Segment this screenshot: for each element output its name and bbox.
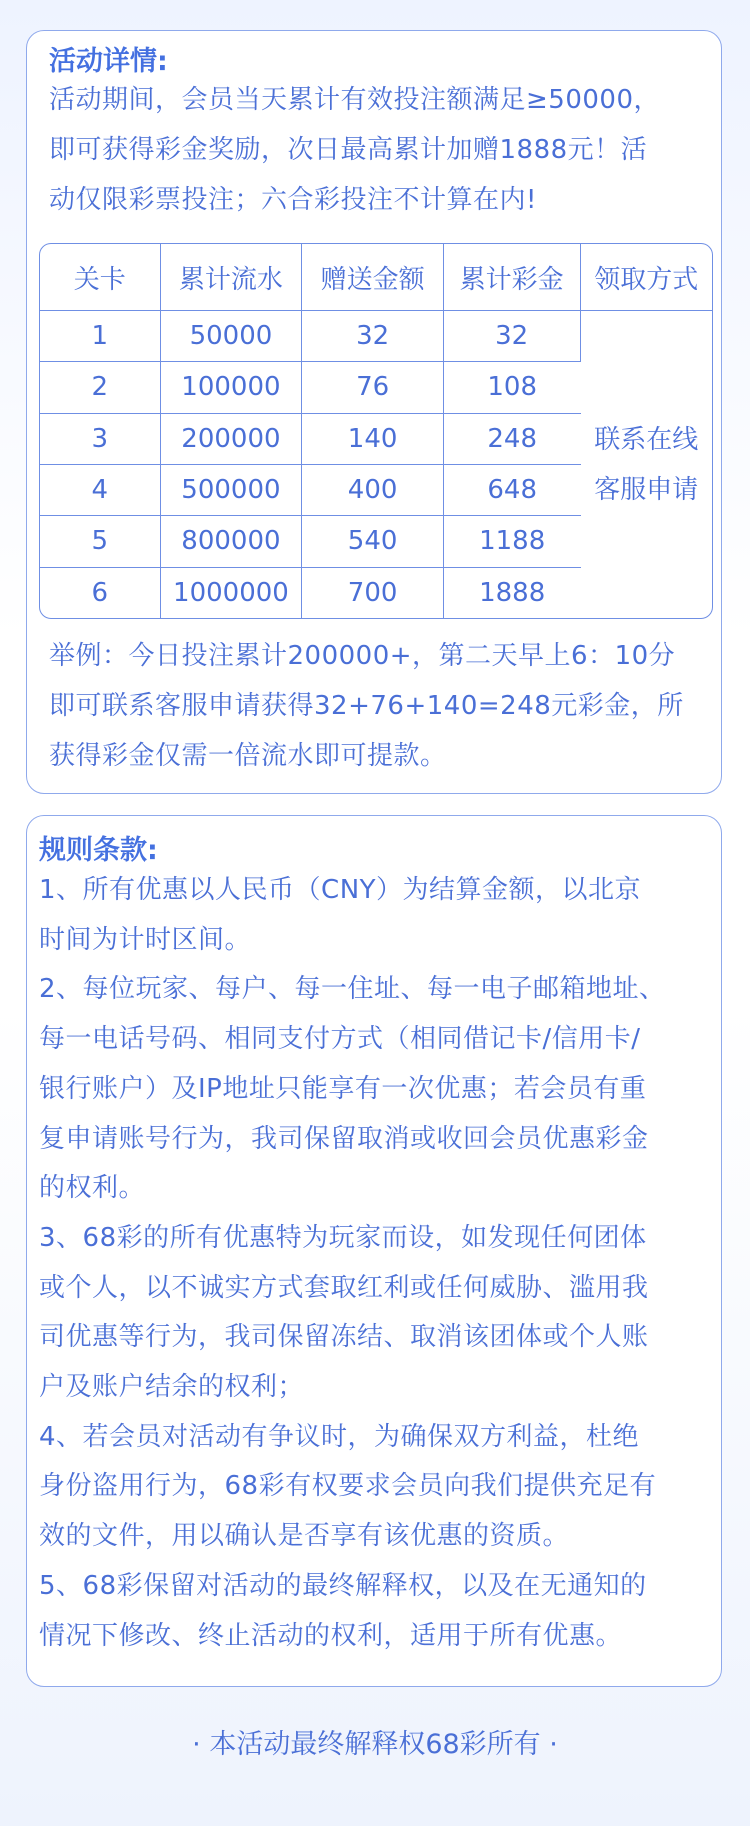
cell-bonus: 400	[302, 465, 444, 516]
cell-bonus: 700	[302, 568, 444, 618]
rules-title: 规则条款:	[39, 835, 158, 866]
cell-bonus: 140	[302, 414, 444, 465]
header-level: 关卡	[40, 244, 161, 311]
cell-level: 3	[40, 414, 161, 465]
rule-line: 复申请账号行为，我司保留取消或收回会员优惠彩金	[39, 1123, 649, 1154]
claim-method-line: 联系在线	[594, 424, 699, 455]
rule-line: 银行账户）及IP地址只能享有一次优惠；若会员有重	[39, 1073, 647, 1104]
cell-turnover: 100000	[161, 362, 303, 413]
example-line: 举例：今日投注累计200000+，第二天早上6：10分	[49, 641, 676, 671]
table-row	[40, 311, 712, 362]
header-turnover: 累计流水	[161, 244, 303, 311]
reward-table	[39, 243, 713, 619]
rule-line: 时间为计时区间。	[39, 924, 252, 955]
cell-total-bonus: 648	[444, 465, 581, 516]
cell-total-bonus: 1188	[444, 516, 581, 567]
rule-line: 情况下修改、终止活动的权利，适用于所有优惠。	[39, 1620, 623, 1651]
cell-turnover: 1000000	[161, 568, 303, 618]
rule-line: 身份盗用行为，68彩有权要求会员向我们提供充足有	[39, 1471, 657, 1502]
cell-turnover: 800000	[161, 516, 303, 567]
cell-level: 2	[40, 362, 161, 413]
cell-total-bonus: 32	[444, 311, 581, 362]
rules-card	[26, 815, 722, 1687]
cell-level: 1	[40, 311, 161, 362]
header-claim-method: 领取方式	[581, 244, 713, 311]
footer-note: · 本活动最终解释权68彩所有 ·	[192, 1729, 558, 1760]
rule-line: 的权利。	[39, 1173, 146, 1204]
rule-line: 4、若会员对活动有争议时，为确保双方利益，杜绝	[39, 1421, 640, 1452]
cell-turnover: 500000	[161, 465, 303, 516]
header-bonus: 赠送金额	[302, 244, 444, 311]
rule-line: 2、每位玩家、每户、每一住址、每一电子邮箱地址、	[39, 974, 666, 1005]
description-line: 活动期间，会员当天累计有效投注额满足≥50000，	[49, 85, 660, 115]
rule-line: 效的文件，用以确认是否享有该优惠的资质。	[39, 1521, 570, 1552]
cell-total-bonus: 248	[444, 414, 581, 465]
claim-method-line: 客服申请	[594, 474, 699, 505]
cell-level: 5	[40, 516, 161, 567]
cell-level: 4	[40, 465, 161, 516]
activity-details-card	[26, 30, 722, 794]
cell-total-bonus: 108	[444, 362, 581, 413]
rule-line: 每一电话号码、相同支付方式（相同借记卡/信用卡/	[39, 1024, 641, 1055]
rule-line: 3、68彩的所有优惠特为玩家而设，如发现任何团体	[39, 1222, 647, 1253]
description-line: 动仅限彩票投注；六合彩投注不计算在内!	[49, 185, 537, 215]
cell-level: 6	[40, 568, 161, 618]
rule-line: 户及账户结余的权利；	[39, 1372, 305, 1403]
table-header-row	[40, 244, 712, 311]
rule-line: 5、68彩保留对活动的最终解释权，以及在无通知的	[39, 1570, 647, 1601]
cell-turnover: 200000	[161, 414, 303, 465]
header-total-bonus: 累计彩金	[444, 244, 581, 311]
cell-bonus: 540	[302, 516, 444, 567]
activity-description	[49, 75, 660, 225]
example-line: 获得彩金仅需一倍流水即可提款。	[49, 741, 447, 771]
activity-title: 活动详情:	[49, 46, 168, 77]
rule-line: 或个人，以不诚实方式套取红利或任何威胁、滥用我	[39, 1272, 649, 1303]
cell-bonus: 76	[302, 362, 444, 413]
description-line: 即可获得彩金奖励，次日最高累计加赠1888元！活	[49, 135, 648, 165]
cell-total-bonus: 1888	[479, 577, 546, 608]
cell-claim-method	[581, 311, 713, 618]
rule-line: 1、所有优惠以人民币（CNY）为结算金额，以北京	[39, 875, 642, 905]
cell-turnover: 50000	[161, 311, 303, 362]
rules-list	[39, 866, 666, 1661]
example-line: 即可联系客服申请获得32+76+140=248元彩金，所	[49, 691, 684, 721]
activity-example	[49, 631, 684, 781]
cell-bonus: 32	[302, 311, 444, 362]
rule-line: 司优惠等行为，我司保留冻结、取消该团体或个人账	[39, 1322, 649, 1353]
